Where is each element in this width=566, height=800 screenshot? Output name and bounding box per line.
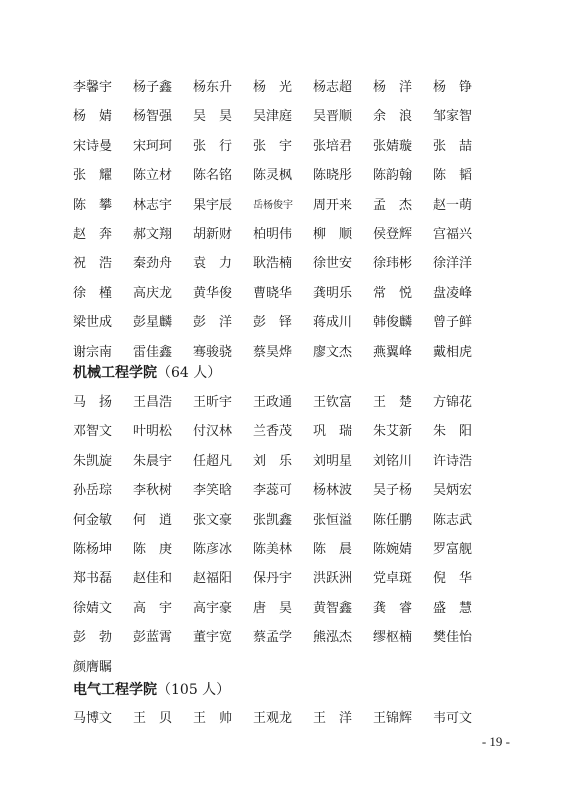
person-name: 刘 乐 (253, 453, 293, 469)
person-name: 叶明松 (133, 424, 173, 440)
person-name: 袁 力 (193, 256, 233, 272)
person-name: 马 扬 (73, 395, 113, 410)
person-name: 龚 睿 (373, 600, 413, 616)
person-name: 果宇辰 (193, 197, 233, 213)
name-row (73, 450, 493, 474)
person-name: 邓智文 (73, 424, 113, 440)
person-name: 宋诗曼 (73, 138, 113, 154)
person-name: 党卓斑 (373, 571, 413, 587)
person-name: 龚明乐 (313, 285, 353, 301)
person-name: 赵佳和 (133, 571, 173, 587)
section-count: （105 人） (157, 682, 231, 698)
name-row (73, 391, 493, 415)
person-name: 宋珂珂 (133, 138, 173, 154)
person-name: 熊泓杰 (313, 630, 353, 646)
section-title: 机械工程学院 (73, 365, 157, 381)
person-name: 孟 杰 (373, 197, 413, 213)
person-name: 付汉林 (193, 424, 233, 440)
person-name: 蒋成川 (313, 315, 353, 331)
person-name: 彭 铎 (253, 315, 293, 331)
person-name: 李馨宇 (73, 80, 113, 95)
person-name: 宫福兴 (433, 227, 473, 242)
person-name: 李蕊可 (253, 483, 293, 499)
name-row (73, 597, 493, 621)
person-name: 张培君 (313, 138, 353, 154)
person-name: 张婧璇 (373, 138, 413, 154)
person-name: 陈名铭 (193, 168, 233, 184)
person-name: 陈美林 (253, 542, 293, 557)
person-name: 朱艾新 (373, 424, 413, 440)
person-name: 孙岳琮 (73, 483, 113, 499)
person-name: 骞骏骁 (193, 344, 233, 360)
person-name: 徐婧文 (73, 600, 113, 616)
person-name: 李秋树 (133, 483, 173, 499)
name-row (73, 105, 493, 129)
section-count: （64 人） (157, 365, 222, 381)
person-name: 刘铭川 (373, 453, 413, 469)
person-name: 王观龙 (253, 711, 293, 726)
person-name: 兰香茂 (253, 424, 293, 440)
person-name: 王 洋 (313, 711, 353, 726)
person-name: 任超凡 (193, 453, 233, 469)
section-title: 电气工程学院 (73, 682, 157, 698)
person-name: 彭 洋 (193, 315, 233, 331)
name-row (73, 252, 493, 276)
person-name: 梁世成 (73, 315, 113, 331)
person-name: 王锦辉 (373, 711, 413, 726)
person-name: 徐洋洋 (433, 256, 473, 272)
person-name: 陈韵翰 (373, 168, 413, 184)
person-name: 张凯鑫 (253, 512, 293, 528)
person-name: 杨 婧 (73, 109, 113, 125)
name-row (73, 311, 493, 335)
person-name: 赵一萌 (433, 197, 473, 213)
person-name: 马博文 (73, 711, 113, 726)
person-name: 何金敏 (73, 512, 113, 528)
person-name: 柏明伟 (253, 227, 293, 242)
name-row (73, 223, 493, 247)
person-name: 许诗浩 (433, 453, 473, 469)
person-name: 王 贝 (133, 711, 173, 726)
person-name: 盛 慧 (433, 600, 473, 616)
person-name: 徐世安 (313, 256, 353, 272)
person-name: 岳杨俊宇 (253, 199, 293, 211)
person-name: 张文豪 (193, 512, 233, 528)
person-name: 杨林波 (313, 483, 353, 499)
person-name: 陈 庚 (133, 542, 173, 557)
person-name: 陈 韬 (433, 168, 473, 184)
person-name: 杨智强 (133, 109, 173, 125)
person-name: 董宇宽 (193, 630, 233, 646)
person-name: 韩俊麟 (373, 315, 413, 331)
person-name: 方锦花 (433, 395, 473, 410)
person-name: 林志宇 (133, 197, 173, 213)
person-name: 陈杨坤 (73, 542, 113, 557)
person-name: 燕翼峰 (373, 344, 413, 360)
person-name: 巩 瑞 (313, 424, 353, 440)
person-name: 陈 晨 (313, 542, 353, 557)
person-name: 赵福阳 (193, 571, 233, 587)
person-name: 张恒溢 (313, 512, 353, 528)
person-name: 朱凯旋 (73, 453, 113, 469)
person-name: 蔡昊烨 (253, 344, 293, 360)
person-name: 吴津庭 (253, 109, 293, 125)
name-row (73, 656, 493, 680)
name-row (73, 626, 493, 650)
person-name: 盘凌峰 (433, 285, 473, 301)
page-number: - 19 - (481, 734, 510, 749)
person-name: 吴 昊 (193, 109, 233, 125)
person-name: 唐 昊 (253, 600, 293, 616)
person-name: 杨子鑫 (133, 80, 173, 95)
name-row (73, 164, 493, 188)
name-row (73, 76, 493, 100)
name-row (73, 479, 493, 503)
person-name: 王昌浩 (133, 395, 173, 410)
person-name: 王 帅 (193, 711, 233, 726)
person-name: 余 浪 (373, 109, 413, 125)
person-name: 陈晓彤 (313, 168, 353, 184)
person-name: 侯登辉 (373, 227, 413, 242)
person-name: 陈志武 (433, 512, 473, 528)
person-name: 谢宗南 (73, 344, 113, 360)
person-name: 彭 勃 (73, 630, 113, 646)
person-name: 徐 槿 (73, 285, 113, 301)
person-name: 倪 华 (433, 571, 473, 587)
person-name: 戴相虎 (433, 344, 473, 360)
person-name: 洪跃洲 (313, 571, 353, 587)
person-name: 雷佳鑫 (133, 344, 173, 360)
person-name: 彭星麟 (133, 315, 173, 331)
name-row (73, 420, 493, 444)
person-name: 胡新财 (193, 227, 233, 242)
person-name: 张 耀 (73, 168, 113, 184)
person-name: 李笑晗 (193, 483, 233, 499)
person-name: 高宇豪 (193, 600, 233, 616)
section-heading-electrical (73, 678, 230, 702)
person-name: 朱 阳 (433, 424, 473, 440)
name-row (73, 538, 493, 562)
person-name: 彭蓝霄 (133, 630, 173, 646)
person-name: 廖文杰 (313, 344, 353, 360)
person-name: 耿浩楠 (253, 256, 293, 272)
person-name: 徐玮彬 (373, 256, 413, 272)
person-name: 刘明星 (313, 453, 353, 469)
person-name: 陈 攀 (73, 197, 113, 213)
person-name: 秦劲舟 (133, 256, 173, 272)
person-name: 王政通 (253, 395, 293, 410)
person-name: 郑书磊 (73, 571, 113, 587)
person-name: 吴炳宏 (433, 483, 473, 499)
person-name: 杨 洋 (373, 80, 413, 95)
person-name: 曾子鲜 (433, 315, 473, 331)
section-heading-mechanical (73, 361, 221, 385)
name-row (73, 567, 493, 591)
person-name: 张 喆 (433, 138, 473, 154)
name-row (73, 707, 493, 731)
person-name: 朱晨宇 (133, 453, 173, 469)
person-name: 杨 光 (253, 80, 293, 95)
person-name: 王 楚 (373, 395, 413, 410)
person-name: 赵 奔 (73, 227, 113, 242)
person-name: 张 宇 (253, 138, 293, 154)
name-row (73, 282, 493, 306)
person-name: 柳 顺 (313, 227, 353, 242)
person-name: 高庆龙 (133, 285, 173, 301)
person-name: 杨 铮 (433, 80, 473, 95)
name-row (73, 135, 493, 159)
person-name: 罗富舰 (433, 542, 473, 557)
person-name: 周开来 (313, 197, 353, 213)
person-name: 张 行 (193, 138, 233, 154)
person-name: 常 悦 (373, 285, 413, 301)
person-name: 缪枢楠 (373, 630, 413, 646)
person-name: 邹家智 (433, 109, 473, 125)
name-row (73, 194, 493, 218)
name-row (73, 509, 493, 533)
person-name: 颜膺瞩 (73, 659, 113, 675)
person-name: 蔡孟学 (253, 630, 293, 646)
person-name: 樊佳怡 (433, 630, 473, 646)
person-name: 高 宇 (133, 600, 173, 616)
person-name: 王钦富 (313, 395, 353, 410)
person-name: 陈婉婧 (373, 542, 413, 557)
person-name: 杨志超 (313, 80, 353, 95)
person-name: 杨东升 (193, 80, 233, 95)
person-name: 陈立材 (133, 168, 173, 184)
person-name: 吴子杨 (373, 483, 413, 499)
person-name: 祝 浩 (73, 256, 113, 272)
person-name: 陈任鹏 (373, 512, 413, 528)
person-name: 王昕宇 (193, 395, 233, 410)
person-name: 郝文翔 (133, 227, 173, 242)
person-name: 吴晋顺 (313, 109, 353, 125)
person-name: 黄华俊 (193, 285, 233, 301)
person-name: 保丹宇 (253, 571, 293, 587)
person-name: 陈彦冰 (193, 542, 233, 557)
person-name: 何 逍 (133, 512, 173, 528)
person-name: 黄智鑫 (313, 600, 353, 616)
person-name: 陈灵枫 (253, 168, 293, 184)
person-name: 韦可文 (433, 711, 473, 726)
person-name: 曹晓华 (253, 285, 293, 301)
